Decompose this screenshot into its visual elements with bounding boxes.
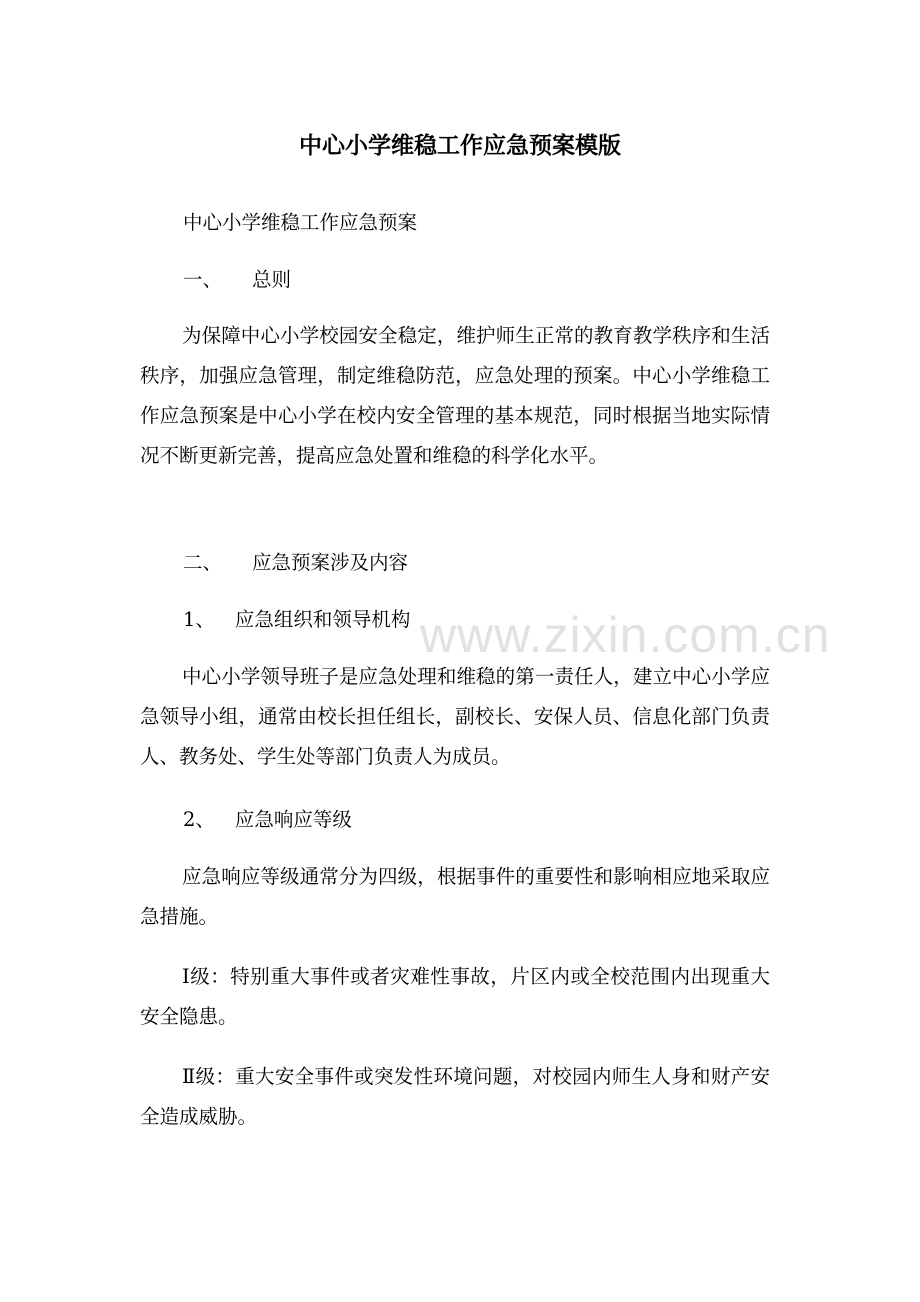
section-2-title: 应急预案涉及内容	[252, 551, 409, 574]
item-2-body	[140, 857, 770, 937]
section-1-title: 总则	[252, 268, 292, 291]
item-1-heading	[183, 600, 410, 640]
item-2-title: 应急响应等级	[234, 808, 352, 831]
item-2-paragraph: 应急响应等级通常分为四级，根据事件的重要性和影响相应地采取应急措施。	[140, 865, 770, 928]
section-2-number: 二、	[183, 551, 223, 574]
item-1-paragraph: 中心小学领导班子是应急处理和维稳的第一责任人，建立中心小学应急领导小组，通常由校长担任组长，副校长、安保人员、信息化部门负责人、教务处、学生处等部门负责人为成员。	[140, 665, 770, 768]
level-2-block	[140, 1057, 770, 1137]
section-1-number: 一、	[183, 268, 223, 291]
level-1-paragraph: Ⅰ级：特别重大事件或者灾难性事故，片区内或全校范围内出现重大安全隐患。	[140, 965, 770, 1028]
item-2-number: 2、	[183, 808, 215, 831]
item-1-title: 应急组织和领导机构	[234, 608, 411, 631]
watermark: www.zixin.com.cn	[420, 607, 831, 663]
section-1-body	[140, 316, 770, 476]
level-1-block	[140, 957, 770, 1037]
document-title: 中心小学维稳工作应急预案模版	[299, 133, 621, 159]
section-2-heading	[183, 543, 408, 583]
item-1-number: 1、	[183, 608, 215, 631]
section-1-heading	[183, 260, 291, 300]
section-1-paragraph: 为保障中心小学校园安全稳定，维护师生正常的教育教学秩序和生活秩序，加强应急管理，制定维稳防范，应急处理的预案。中心小学维稳工作应急预案是中心小学在校内安全管理的基本规范，同时根据当地实际情况不断更新完善，提高应急处置和维稳的科学化水平。	[140, 324, 770, 467]
item-1-body	[140, 657, 770, 777]
document-subtitle: 中心小学维稳工作应急预案	[183, 211, 418, 234]
level-2-paragraph: Ⅱ级：重大安全事件或突发性环境问题，对校园内师生人身和财产安全造成威胁。	[140, 1065, 770, 1128]
item-2-heading	[183, 800, 352, 840]
